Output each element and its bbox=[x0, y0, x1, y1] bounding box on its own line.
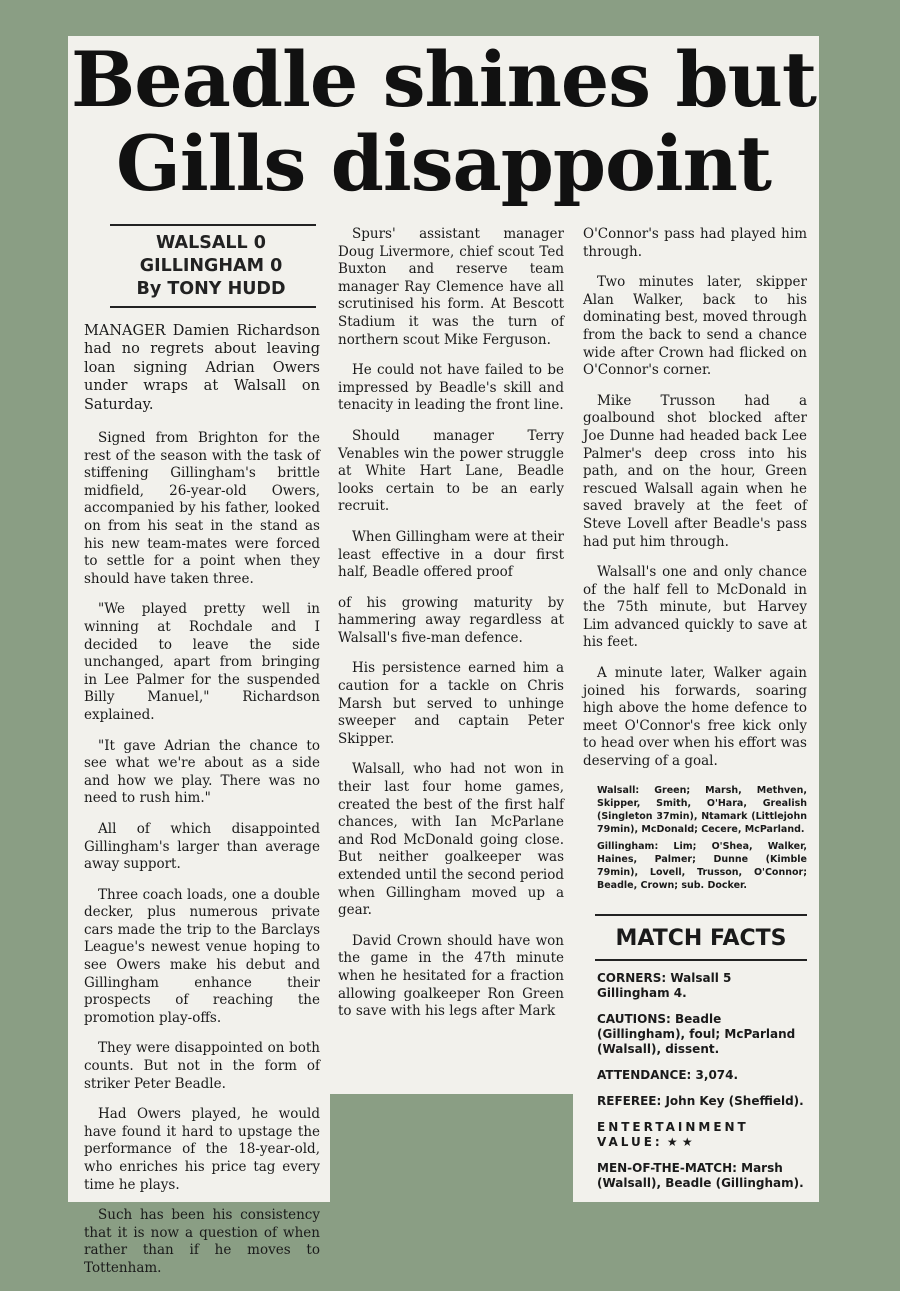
headline: Beadle shines but Gills disappoint bbox=[71, 35, 816, 208]
fact-referee: REFEREE: John Key (Sheffield). bbox=[597, 1093, 804, 1108]
walsall-lineup: Walsall: Green; Marsh, Methven, Skipper, Smith, O'Hara, Grealish (Singleton 37min), Ntamark (Littlejohn 79min), McDonald; Cecere, McParland. bbox=[597, 784, 807, 835]
paragraph: Should manager Terry Venables win the power struggle at White Hart Lane, Beadle looks certain to be an early recruit. bbox=[338, 427, 564, 515]
paragraph: Two minutes later, skipper Alan Walker, back to his dominating best, moved through from the back to send a chance wide after Crown had flicked on O'Connor's corner. bbox=[583, 274, 807, 379]
paragraph: Mike Trusson had a goalbound shot blocked after Joe Dunne had headed back Lee Palmer's deep cross into his path, and on the hour, Green rescued Walsall again when he saved bravely at the feet of Steve Lovell after Beadle's pass had put him through. bbox=[583, 392, 807, 550]
paragraph: Walsall's one and only chance of the half fell to McDonald in the 75th minute, but Harvey Lim advanced quickly to save at his feet. bbox=[583, 564, 807, 651]
match-facts-list bbox=[597, 971, 807, 1191]
paragraph: Signed from Brighton for the rest of the season with the task of stiffening Gillingham's brittle midfield, 26-year-old Owers, accompanied by his father, looked on from his seat in the stand as his new team-mates were forced to settle for a point when they should have taken three. bbox=[84, 430, 320, 587]
byline-box bbox=[84, 226, 320, 306]
paragraph: He could not have failed to be impressed by Beadle's skill and tenacity in leading the front line. bbox=[338, 362, 564, 414]
paragraph: O'Connor's pass had played him through. bbox=[583, 226, 807, 260]
paragraph: "We played pretty well in winning at Rochdale and I decided to leave the side unchanged, apart from bringing in Lee Palmer for the suspended Billy Manuel," Richardson explained. bbox=[84, 601, 320, 723]
paragraph: Had Owers played, he would have found it hard to upstage the performance of the 18-year-old, who enriches his price tag every time he plays. bbox=[84, 1106, 320, 1193]
fact-corners: CORNERS: Walsall 5 Gillingham 4. bbox=[597, 970, 732, 1000]
fact-attendance: ATTENDANCE: 3,074. bbox=[597, 1067, 739, 1082]
lead-paragraph: MANAGER Damien Richardson had no regrets about leaving loan signing Adrian Owers under wraps at Walsall on Saturday. bbox=[84, 323, 320, 413]
article-column-3 bbox=[583, 226, 807, 1202]
paragraph: Walsall, who had not won in their last four home games, created the best of the first half chances, with Ian McParlane and Rod McDonald going close. But neither goalkeeper was extended until the second period when Gillingham moved up a gear. bbox=[338, 761, 564, 919]
paragraph: Spurs' assistant manager Doug Livermore, chief scout Ted Buxton and reserve team manager Ray Clemence have all scrutinised his form. At Bescott Stadium it was the turn of northern scout Mike Ferguson. bbox=[338, 226, 564, 348]
paragraph: Three coach loads, one a double decker, plus numerous private cars made the trip to the Barclays League's newest venue hoping to see Owers make his debut and Gillingham enhance their prospects of reaching the promotion play-offs. bbox=[84, 886, 320, 1026]
paragraph: of his growing maturity by hammering away regardless at Walsall's five-man defence. bbox=[338, 594, 564, 646]
author-byline: By TONY HUDD bbox=[136, 279, 286, 299]
paragraph: They were disappointed on both counts. But not in the form of striker Peter Beadle. bbox=[84, 1040, 320, 1092]
score-away: GILLINGHAM 0 bbox=[139, 256, 283, 276]
paragraph: His persistence earned him a caution for a tackle on Chris Marsh but served to unhinge sweeper and captain Peter Skipper. bbox=[338, 660, 564, 747]
article-column-1 bbox=[84, 224, 320, 1291]
paragraph: "It gave Adrian the chance to see what we're about as a side and how we play. There was no need to rush him." bbox=[84, 737, 320, 807]
paragraph: Such has been his consistency that it is now a question of when rather than if he moves to Tottenham. bbox=[84, 1207, 320, 1276]
paragraph: All of which disappointed Gillingham's larger than average away support. bbox=[84, 820, 320, 873]
gillingham-lineup: Gillingham: Lim; O'Shea, Walker, Haines, Palmer; Dunne (Kimble 79min), Lovell, Trusson, O'Connor; Beadle, Crown; sub. Docker. bbox=[597, 840, 807, 891]
match-facts-bottom-rule bbox=[595, 959, 807, 961]
article-column-2 bbox=[338, 226, 564, 1034]
paragraph: David Crown should have won the game in the 47th minute when he hesitated for a fraction allowing goalkeeper Ron Green to save with his legs after Mark bbox=[338, 932, 564, 1020]
fact-men-of-the-match: MEN-OF-THE-MATCH: Marsh (Walsall), Beadle (Gillingham). bbox=[597, 1160, 804, 1190]
score-home: WALSALL 0 bbox=[156, 233, 266, 253]
paragraph: A minute later, Walker again joined his forwards, soaring high above the home defence to meet O'Connor's free kick only to head over when his effort was deserving of a goal. bbox=[583, 665, 807, 770]
paragraph: When Gillingham were at their least effective in a dour first half, Beadle offered proof bbox=[338, 528, 564, 581]
fact-entertainment: ENTERTAINMENT VALUE: ★ ★ bbox=[597, 1119, 749, 1149]
star-rating: ★ ★ bbox=[666, 1134, 693, 1149]
fact-cautions: CAUTIONS: Beadle (Gillingham), foul; McParland (Walsall), dissent. bbox=[597, 1011, 796, 1056]
match-facts-title: MATCH FACTS bbox=[615, 925, 787, 951]
